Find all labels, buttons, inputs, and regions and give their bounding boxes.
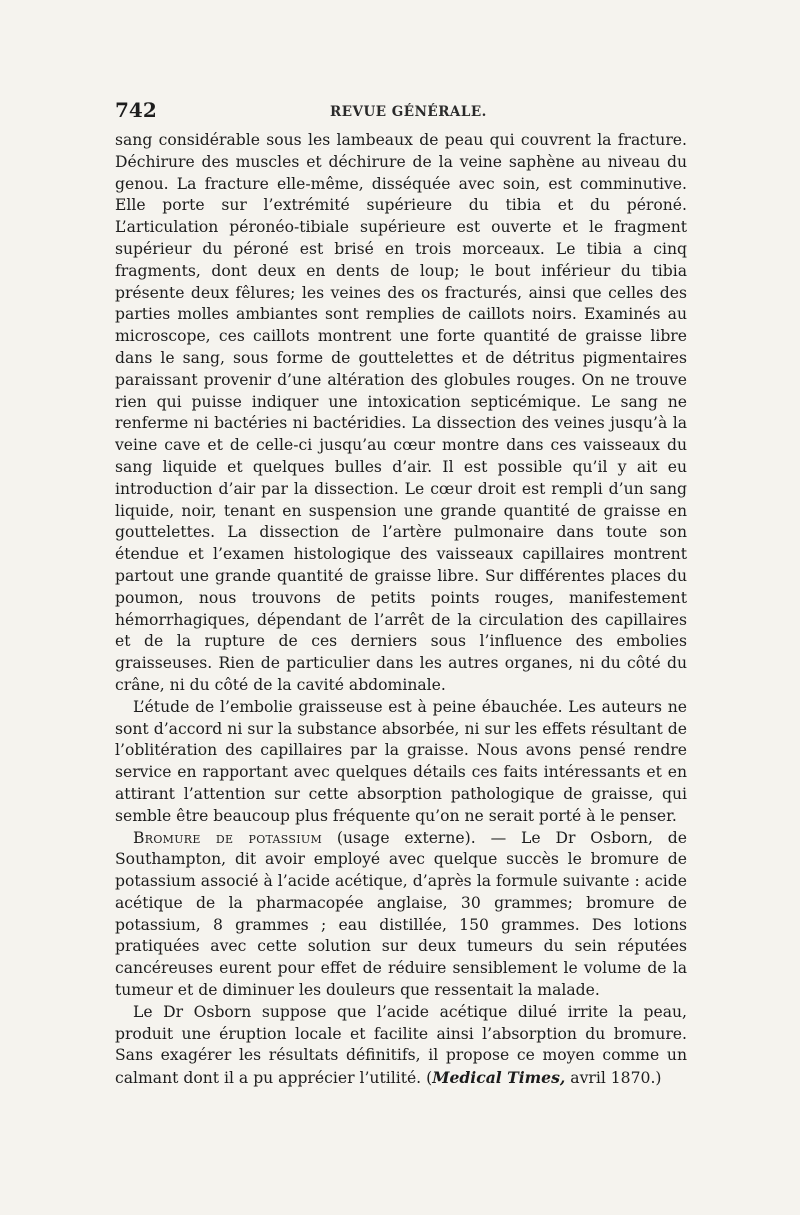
article-body [115,130,687,1090]
section-heading-bromure: Bromure de potassium [133,828,323,847]
paragraph-bromure [115,828,687,1002]
source-citation: Medical Times, [432,1068,566,1088]
paragraph-embolism-study: L’étude de l’embolie graisseuse est à peine ébauchée. Les auteurs ne sont d’accord ni sur la substance absorbée, ni sur les effets résultant de l’oblitération des capillaires par la graisse. Nous avons pensé rendre service en rapportant avec quelques détails ces faits intéressants et en attirant l’attention sur cette absorption pathologique de graisse, qui semble être beaucoup plus fréquente qu’on ne serait porté à le penser. [115,697,687,825]
paragraph-osborn [115,1002,687,1090]
paragraph-bromure-text: (usage externe). — Le Dr Osborn, de Southampton, dit avoir employé avec quelque succès le bromure de potassium associé à l’acide acétique, d’après la formule suivante : acide acétique de la pharmacopée anglaise, 30 grammes; bromure de potassium, 8 grammes ; eau distillée, 150 grammes. Des lotions pratiquées avec cette solution sur deux tumeurs du sein réputées cancéreuses eurent pour effet de réduire sensiblement le volume de la tumeur et de diminuer les douleurs que ressentait la malade. [115,828,687,1000]
paragraph-autopsy: sang considérable sous les lambeaux de peau qui couvrent la fracture. Déchirure des muscles et déchirure de la veine saphène au niveau du genou. La fracture elle-même, disséquée avec soin, est comminutive. Elle porte sur l’extrémité supérieure du tibia et du péroné. L’articulation péronéo-tibiale supérieure est ouverte et le fragment supérieur du péroné est brisé en trois morceaux. Le tibia a cinq fragments, dont deux en dents de loup; le bout inférieur du tibia présente deux fêlures; les veines des os fracturés, ainsi que celles des parties molles ambiantes sont remplies de caillots noirs. Examinés au microscope, ces caillots montrent une forte quantité de graisse libre dans le sang, sous forme de gouttelettes et de détritus pigmentaires paraissant provenir d’une altération des globules rouges. On ne trouve rien qui puisse indiquer une intoxication septicémique. Le sang ne renferme ni bactéries ni bactéridies. La dissection des veines jusqu’à la veine cave et de celle-ci jusqu’au cœur montre dans ces vaisseaux du sang liquide et quelques bulles d’air. Il est possible qu’il y ait eu introduction d’air par la dissection. Le cœur droit est rempli d’un sang liquide, noir, tenant en suspension une grande quantité de graisse en gouttelettes. La dissection de l’artère pulmonaire dans toute son étendue et l’examen histologique des vaisseaux capillaires montrent partout une grande quantité de graisse libre. Sur différentes places du poumon, nous trouvons de petits points rouges, manifestement hémorrhagiques, dépendant de l’arrêt de la circulation des capillaires et de la rupture de ces derniers sous l’influence des embolies graisseuses. Rien de particulier dans les autres organes, ni du côté du crâne, ni du côté de la cavité abdominale. [115,131,687,694]
page-header [115,98,685,128]
paragraph-osborn-text: Le Dr Osborn suppose que l’acide acétique dilué irrite la peau, produit une éruption locale et facilite ainsi l’absorption du bromure. Sans exagérer les résultats définitifs, il propose ce moyen comme un calmant dont il a pu apprécier l’utilité. ( [115,1002,687,1088]
page-number: 742 [115,98,157,122]
running-title: REVUE GÉNÉRALE. [330,104,487,120]
citation-date: avril 1870.) [565,1069,662,1088]
